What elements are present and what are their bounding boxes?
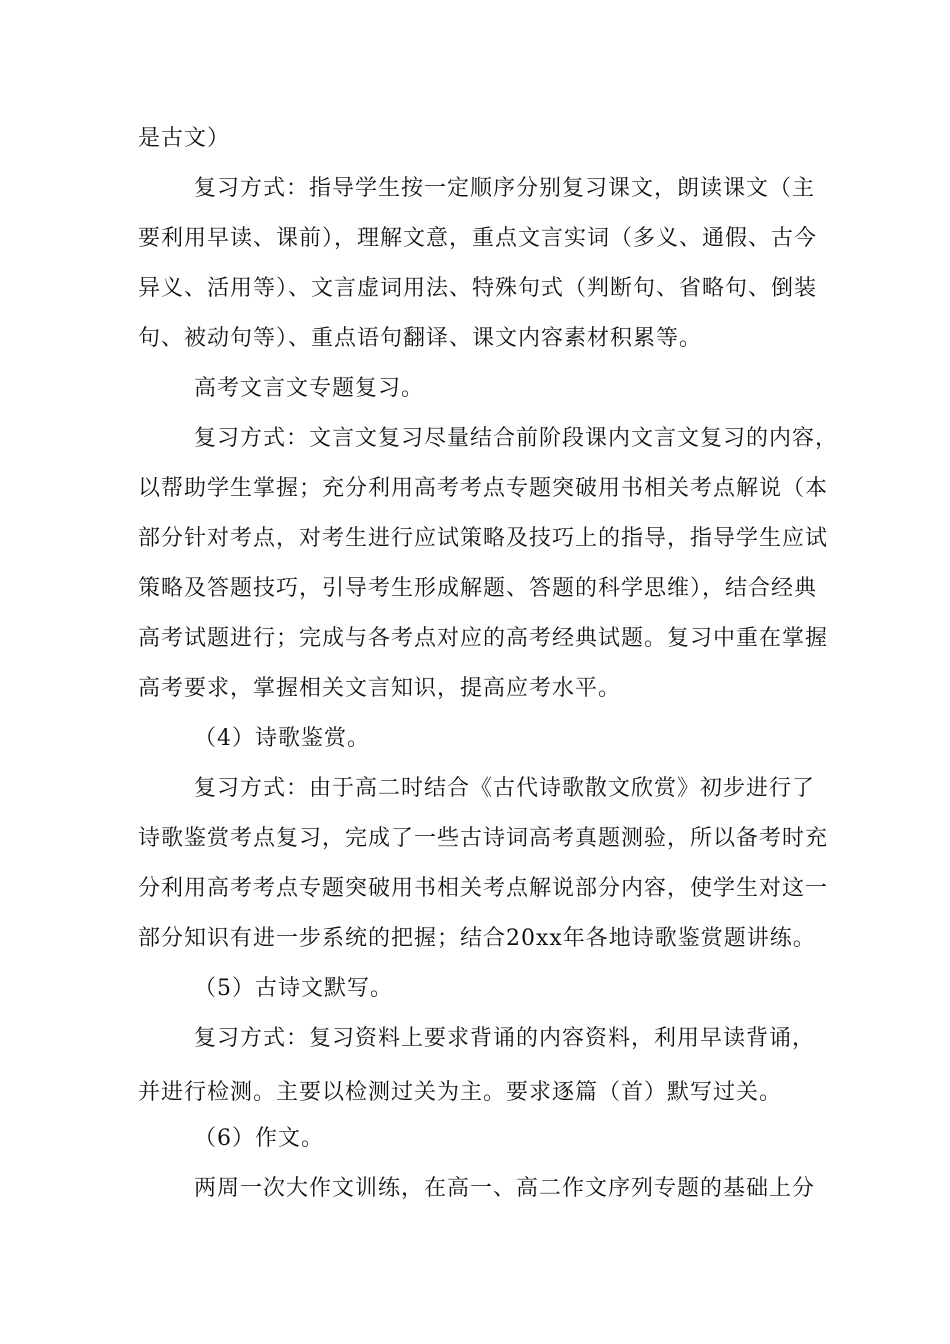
text-line: 异义、活用等）、文言虚词用法、特殊句式（判断句、省略句、倒装	[138, 276, 818, 301]
text-line: 高考试题进行；完成与各考点对应的高考经典试题。复习中重在掌握	[138, 626, 829, 651]
text-line: 部分针对考点，对考生进行应试策略及技巧上的指导，指导学生应试	[138, 526, 829, 551]
text-line: 并进行检测。主要以检测过关为主。要求逐篇（首）默写过关。	[138, 1080, 783, 1105]
text-line: 以帮助学生掌握；充分利用高考考点专题突破用书相关考点解说（本	[138, 476, 829, 501]
text-line: 要利用早读、课前），理解文意，重点文言实词（多义、通假、古今	[138, 226, 818, 251]
text-line: 复习方式：由于高二时结合《古代诗歌散文欣赏》初步进行了	[194, 776, 816, 801]
section-heading: （5）古诗文默写。	[194, 976, 393, 1001]
text-line: 高考要求，掌握相关文言知识，提高应考水平。	[138, 676, 622, 701]
text-line: 复习方式：指导学生按一定顺序分别复习课文，朗读课文（主	[194, 176, 816, 201]
text-line: 分利用高考考点专题突破用书相关考点解说部分内容，使学生对这一	[138, 876, 829, 901]
text-line: 是古文）	[138, 126, 231, 151]
text-line: 复习方式：复习资料上要求背诵的内容资料，利用早读背诵，	[194, 1026, 816, 1051]
text-line: 句、被动句等）、重点语句翻译、课文内容素材积累等。	[138, 326, 703, 351]
text-line: 复习方式：文言文复习尽量结合前阶段课内文言文复习的内容，	[194, 426, 839, 451]
text-line: 诗歌鉴赏考点复习，完成了一些古诗词高考真题测验，所以备考时充	[138, 826, 829, 851]
text-line: 两周一次大作文训练，在高一、高二作文序列专题的基础上分	[194, 1176, 816, 1201]
section-heading: （4）诗歌鉴赏。	[194, 726, 370, 751]
section-heading: （6）作文。	[194, 1126, 324, 1151]
text-line: 部分知识有进一步系统的把握；结合20xx年各地诗歌鉴赏题讲练。	[138, 926, 816, 951]
section-heading: 高考文言文专题复习。	[194, 376, 425, 401]
text-line: 策略及答题技巧，引导考生形成解题、答题的科学思维），结合经典	[138, 576, 818, 601]
